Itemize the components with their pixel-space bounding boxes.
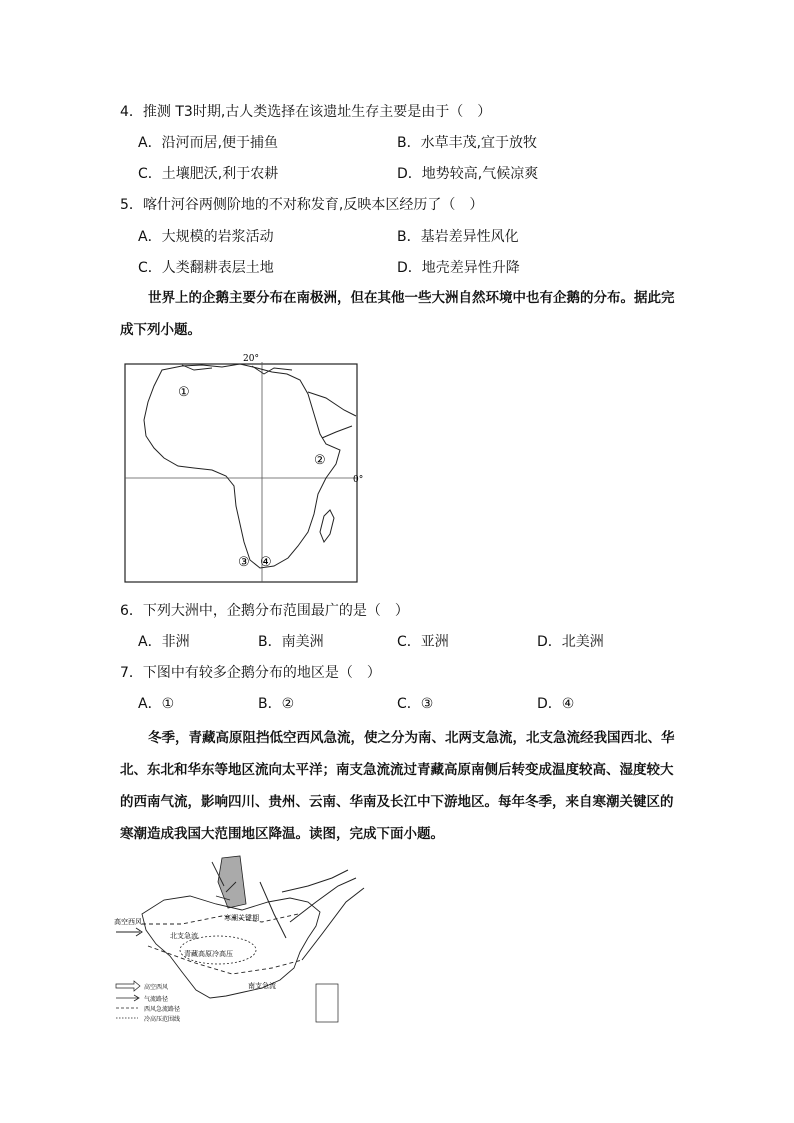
point-2-label: ② <box>314 453 326 468</box>
q7-stem: 7．下图中有较多企鹅分布的地区是（ ） <box>120 665 381 681</box>
q6-option-b[interactable]: B．南美洲 <box>258 634 324 650</box>
label-cold-key: 寒潮关键期 <box>224 914 259 922</box>
legend-airflow: 气流路径 <box>144 996 169 1003</box>
legend-westerly-symbol <box>116 981 140 991</box>
label-westerly: 高空西风 <box>114 918 142 926</box>
westerly-arrow <box>116 928 142 936</box>
q5-option-a[interactable]: A．大规模的岩浆活动 <box>138 229 274 245</box>
q5-option-c[interactable]: C．人类翻耕表层土地 <box>138 260 274 276</box>
label-north-jet: 北支急流 <box>170 932 198 940</box>
china-outline <box>142 896 320 998</box>
q6-stem: 6．下列大洲中，企鹅分布范围最广的是（ ） <box>120 603 409 619</box>
airflow-path-2 <box>282 870 348 892</box>
q7-option-d[interactable]: D．④ <box>537 696 575 712</box>
arabia-outline <box>308 392 356 438</box>
africa-coastline <box>144 364 340 568</box>
lat-label: 0° <box>353 475 364 485</box>
q5-stem: 5．喀什河谷两侧阶地的不对称发育,反映本区经历了（ ） <box>120 197 484 213</box>
q4-option-d[interactable]: D．地势较高,气候凉爽 <box>397 166 539 182</box>
legend-westerly: 高空西风 <box>144 984 169 991</box>
airflow-path-1 <box>260 882 286 938</box>
south-china-sea-inset <box>316 984 338 1022</box>
point-1-label: ① <box>178 385 190 400</box>
point-4-label: ④ <box>260 555 272 570</box>
q4-option-c[interactable]: C．土壤肥沃,利于农耕 <box>138 166 279 182</box>
point-3-label: ③ <box>238 555 250 570</box>
label-south-jet: 南支急流 <box>248 982 276 990</box>
q5-option-b[interactable]: B．基岩差异性风化 <box>397 229 519 245</box>
legend-airflow-symbol <box>116 995 139 1001</box>
label-plateau-high: 青藏高原冷高压 <box>184 950 233 958</box>
q6-option-d[interactable]: D．北美洲 <box>537 634 604 650</box>
legend-high: 冷高压范围线 <box>144 1016 181 1023</box>
q4-option-b[interactable]: B．水草丰茂,宜于放牧 <box>397 135 538 151</box>
q5-option-d[interactable]: D．地壳差异性升降 <box>397 260 520 276</box>
q7-option-c[interactable]: C．③ <box>397 696 434 712</box>
legend-jet: 西风急流路径 <box>144 1006 181 1013</box>
q7-option-b[interactable]: B．② <box>258 696 295 712</box>
africa-map <box>122 352 364 584</box>
q6-option-c[interactable]: C．亚洲 <box>397 634 449 650</box>
q4-option-a[interactable]: A．沿河而居,便于捕鱼 <box>138 135 279 151</box>
lon-label: 20° <box>243 354 259 364</box>
madagascar-outline <box>320 510 334 542</box>
china-cold-wave-map <box>112 852 374 1028</box>
q4-stem: 4．推测 T3时期,古人类选择在该遗址生存主要是由于（ ） <box>120 104 492 120</box>
penguin-intro: 世界上的企鹅主要分布在南极洲，但在其他一些大洲自然环境中也有企鹅的分布。据此完成下列小题。 <box>120 290 675 338</box>
cold-wave-intro: 冬季，青藏高原阻挡低空西风急流，使之分为南、北两支急流，北支急流经我国西北、华北、东北和华东等地区流向太平洋；南支急流流过青藏高原南侧后转变成温度较高、湿度较大的西南气流，影响四川、贵州、云南、华南及长江中下游地区。每年冬季，来自寒潮关键区的寒潮造成我国大范围地区降温。读图，完成下面小题。 <box>120 730 675 842</box>
q7-option-a[interactable]: A．① <box>138 696 175 712</box>
airflow-path-4 <box>302 888 364 960</box>
q6-option-a[interactable]: A．非洲 <box>138 634 190 650</box>
